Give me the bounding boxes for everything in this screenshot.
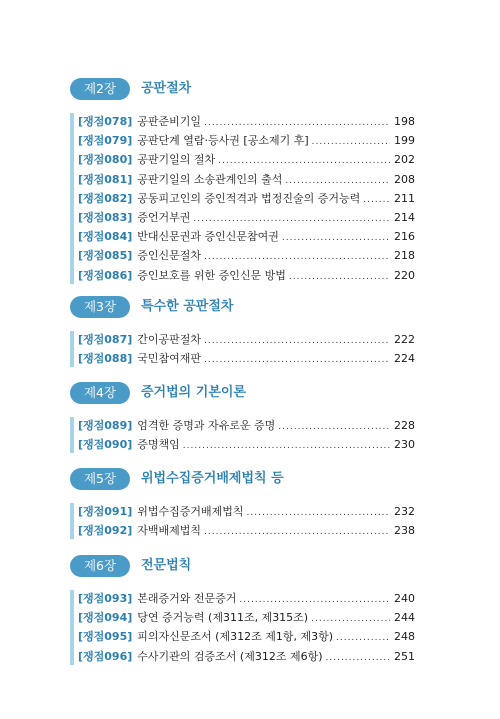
chapter-label-badge: 제3장 — [70, 296, 130, 318]
toc-entry[interactable] — [70, 502, 415, 521]
entry-title: 공판기일의 절차 — [137, 153, 216, 167]
entry-list — [70, 589, 415, 666]
toc-entry[interactable] — [70, 208, 415, 227]
entry-code: [쟁점080] — [78, 153, 133, 167]
entry-code: [쟁점078] — [78, 115, 133, 128]
entry-title: 증인신문절차 — [137, 249, 202, 263]
entry-title: 간이공판절차 — [137, 333, 202, 346]
entry-code: [쟁점083] — [78, 210, 133, 224]
entry-page-number: 202 — [394, 153, 415, 167]
entry-code: [쟁점081] — [78, 172, 133, 186]
entry-list — [70, 502, 415, 540]
entry-title: 반대신문권과 증인신문참여권 — [137, 230, 279, 244]
toc-entry[interactable] — [70, 435, 415, 454]
dot-leader — [183, 437, 390, 456]
entry-page-number: 199 — [394, 134, 415, 148]
entry-page-number: 208 — [394, 172, 415, 186]
entry-page-number: 248 — [394, 630, 415, 644]
dot-leader — [363, 191, 390, 210]
entry-page-number: 222 — [394, 333, 415, 346]
chapter-title: 위법수집증거배제법칙 등 — [141, 471, 284, 486]
entry-code: [쟁점092] — [78, 524, 133, 538]
entry-title: 증인보호를 위한 증인신문 방법 — [137, 268, 286, 282]
chapter-label-badge: 제5장 — [70, 468, 130, 490]
toc-entry[interactable] — [70, 416, 415, 435]
chapter-header — [70, 382, 415, 406]
entry-page-number: 220 — [394, 268, 415, 282]
entry-page-number: 228 — [394, 419, 415, 432]
chapter-header — [70, 555, 415, 579]
toc-entry[interactable] — [70, 246, 415, 265]
entry-title: 자백배제법칙 — [137, 524, 202, 538]
entry-page-number: 224 — [394, 352, 415, 366]
entry-title: 증명책임 — [137, 438, 180, 452]
entry-title: 본래증거와 전문증거 — [137, 592, 237, 605]
entry-list — [70, 330, 415, 368]
dot-leader — [336, 629, 390, 648]
dot-leader — [204, 351, 390, 370]
toc-entry[interactable] — [70, 647, 415, 666]
entry-title: 공판기일의 소송관계인의 출석 — [137, 172, 283, 186]
dot-leader — [204, 523, 390, 542]
entry-page-number: 218 — [394, 249, 415, 263]
entry-code: [쟁점079] — [78, 134, 133, 148]
dot-leader — [282, 229, 390, 248]
entry-code: [쟁점089] — [78, 419, 133, 432]
entry-title: 증언거부권 — [137, 210, 191, 224]
dot-leader — [278, 418, 390, 437]
entry-code: [쟁점087] — [78, 333, 133, 346]
entry-code: [쟁점094] — [78, 611, 133, 625]
chapter-title: 증거법의 기본이론 — [141, 385, 246, 400]
chapter-section — [70, 78, 415, 285]
entry-title: 수사기관의 검증조서 (제312조 제6항) — [137, 649, 323, 663]
dot-leader — [247, 504, 390, 523]
entry-page-number: 230 — [394, 438, 415, 452]
entry-title: 공판준비기일 — [137, 115, 202, 128]
entry-code: [쟁점088] — [78, 352, 133, 366]
entry-code: [쟁점086] — [78, 268, 133, 282]
toc-entry[interactable] — [70, 189, 415, 208]
entry-page-number: 211 — [394, 191, 415, 205]
chapter-label-badge: 제2장 — [70, 78, 130, 100]
entry-list — [70, 112, 415, 285]
entry-title: 피의자신문조서 (제312조 제1항, 제3항) — [137, 630, 333, 644]
entry-page-number: 251 — [394, 649, 415, 663]
entry-page-number: 238 — [394, 524, 415, 538]
toc-entry[interactable] — [70, 608, 415, 627]
entry-code: [쟁점095] — [78, 630, 133, 644]
toc-entry[interactable] — [70, 266, 415, 285]
chapter-section — [70, 555, 415, 666]
entry-code: [쟁점084] — [78, 230, 133, 244]
chapter-title: 특수한 공판절차 — [141, 299, 234, 314]
entry-list — [70, 416, 415, 454]
dot-leader — [204, 332, 390, 351]
entry-page-number: 240 — [394, 592, 415, 605]
chapter-section — [70, 296, 415, 368]
chapter-section — [70, 468, 415, 540]
entry-title: 국민참여재판 — [137, 352, 202, 366]
chapter-label-badge: 제6장 — [70, 555, 130, 577]
chapter-header — [70, 296, 415, 320]
entry-page-number: 216 — [394, 230, 415, 244]
entry-title: 공판단계 열람·등사권 [공소제기 후] — [137, 134, 309, 148]
entry-code: [쟁점091] — [78, 505, 133, 518]
entry-title: 공동피고인의 증인적격과 법정진술의 증거능력 — [137, 191, 361, 205]
toc-entry[interactable] — [70, 589, 415, 608]
entry-code: [쟁점082] — [78, 191, 133, 205]
toc-entry[interactable] — [70, 150, 415, 169]
dot-leader — [312, 133, 390, 152]
toc-entry[interactable] — [70, 627, 415, 646]
toc-entry[interactable] — [70, 112, 415, 131]
entry-page-number: 232 — [394, 505, 415, 518]
toc-entry[interactable] — [70, 521, 415, 540]
dot-leader — [289, 268, 390, 287]
entry-title: 당연 증거능력 (제311조, 제315조) — [137, 611, 309, 625]
chapter-section — [70, 382, 415, 454]
chapter-header — [70, 468, 415, 492]
toc-entry[interactable] — [70, 170, 415, 189]
toc-entry[interactable] — [70, 131, 415, 150]
chapter-title: 공판절차 — [141, 81, 192, 96]
toc-entry[interactable] — [70, 349, 415, 368]
entry-code: [쟁점085] — [78, 249, 133, 263]
entry-code: [쟁점093] — [78, 592, 133, 605]
entry-code: [쟁점090] — [78, 438, 133, 452]
entry-page-number: 244 — [394, 611, 415, 625]
entry-title: 엄격한 증명과 자유로운 증명 — [137, 419, 276, 432]
toc-entry[interactable] — [70, 227, 415, 246]
toc-entry[interactable] — [70, 330, 415, 349]
dot-leader — [326, 649, 391, 668]
chapter-title: 전문법칙 — [141, 558, 192, 573]
entry-page-number: 214 — [394, 210, 415, 224]
chapter-label-badge: 제4장 — [70, 382, 130, 404]
entry-page-number: 198 — [394, 115, 415, 128]
entry-code: [쟁점096] — [78, 649, 133, 663]
chapter-header — [70, 78, 415, 102]
entry-title: 위법수집증거배제법칙 — [137, 505, 244, 518]
